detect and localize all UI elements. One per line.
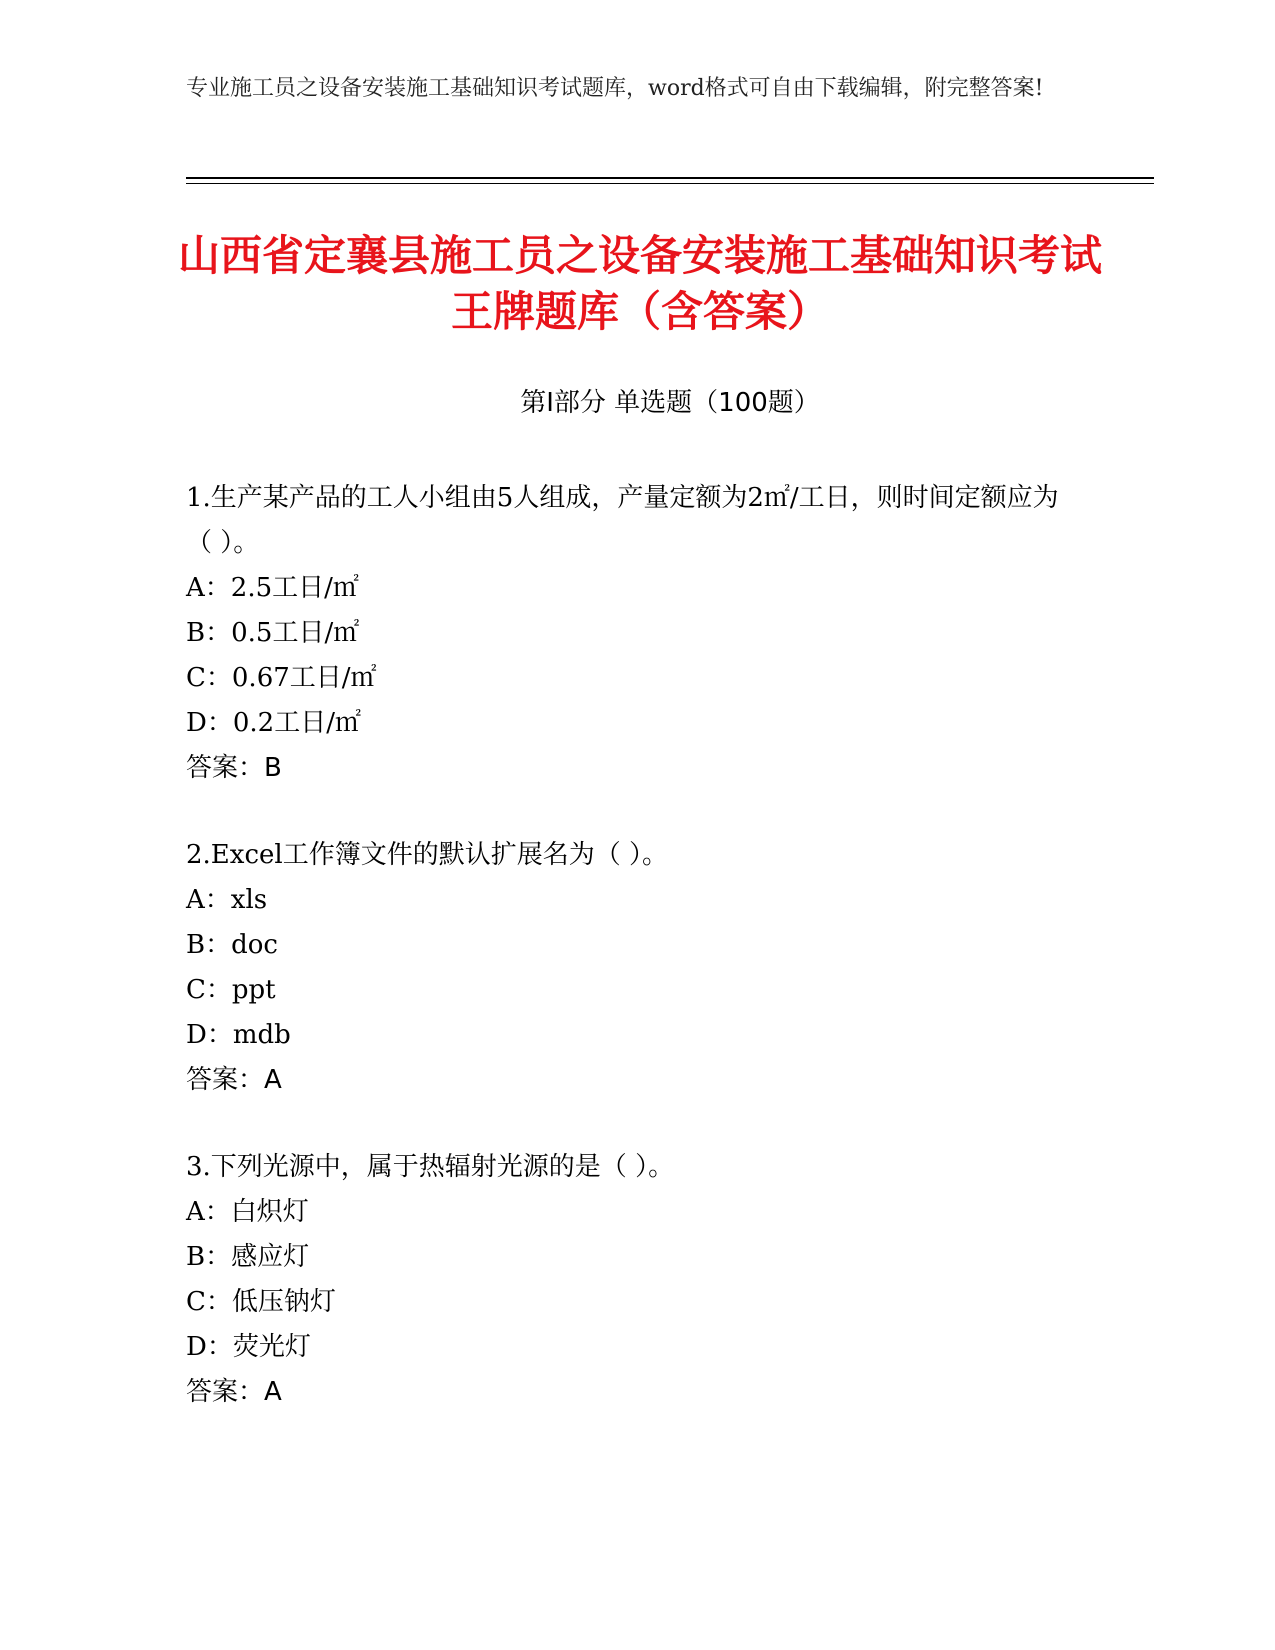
answer: 答案：A: [186, 1377, 282, 1407]
option-c: C：ppt: [186, 975, 276, 1005]
option-d: D：荧光灯: [186, 1332, 311, 1362]
option-d: D：0.2工日/㎡: [186, 708, 361, 738]
option-a: A：xls: [186, 885, 268, 915]
answer: 答案：A: [186, 1065, 282, 1095]
option-b: B：感应灯: [186, 1242, 310, 1272]
option-c: C：低压钠灯: [186, 1287, 336, 1317]
question-3: [186, 1145, 1066, 1415]
question-stem: 1.生产某产品的工人小组由5人组成，产量定额为2㎡/工日，则时间定额应为（ ）。: [186, 483, 1059, 558]
answer: 答案：B: [186, 753, 282, 783]
question-1: [186, 476, 1066, 791]
question-list: [186, 476, 1066, 1457]
header-divider-thin: [186, 183, 1154, 184]
option-a: A：白炽灯: [186, 1197, 309, 1227]
question-stem: 3.下列光源中，属于热辐射光源的是（ ）。: [186, 1152, 675, 1182]
header-divider-thick: [186, 177, 1154, 179]
option-c: C：0.67工日/㎡: [186, 663, 377, 693]
header-note: 专业施工员之设备安装施工基础知识考试题库，word格式可自由下载编辑，附完整答案!: [186, 76, 1044, 101]
option-b: B：0.5工日/㎡: [186, 618, 360, 648]
document-title: 山西省定襄县施工员之设备安装施工基础知识考试王牌题库（含答案）: [177, 231, 1102, 336]
option-b: B：doc: [186, 930, 278, 960]
option-a: A：2.5工日/㎡: [186, 573, 359, 603]
question-2: [186, 833, 1066, 1103]
question-stem: 2.Excel工作簿文件的默认扩展名为（ ）。: [186, 840, 668, 870]
section-title: 第I部分 单选题（100题）: [520, 388, 820, 418]
option-d: D：mdb: [186, 1020, 291, 1050]
